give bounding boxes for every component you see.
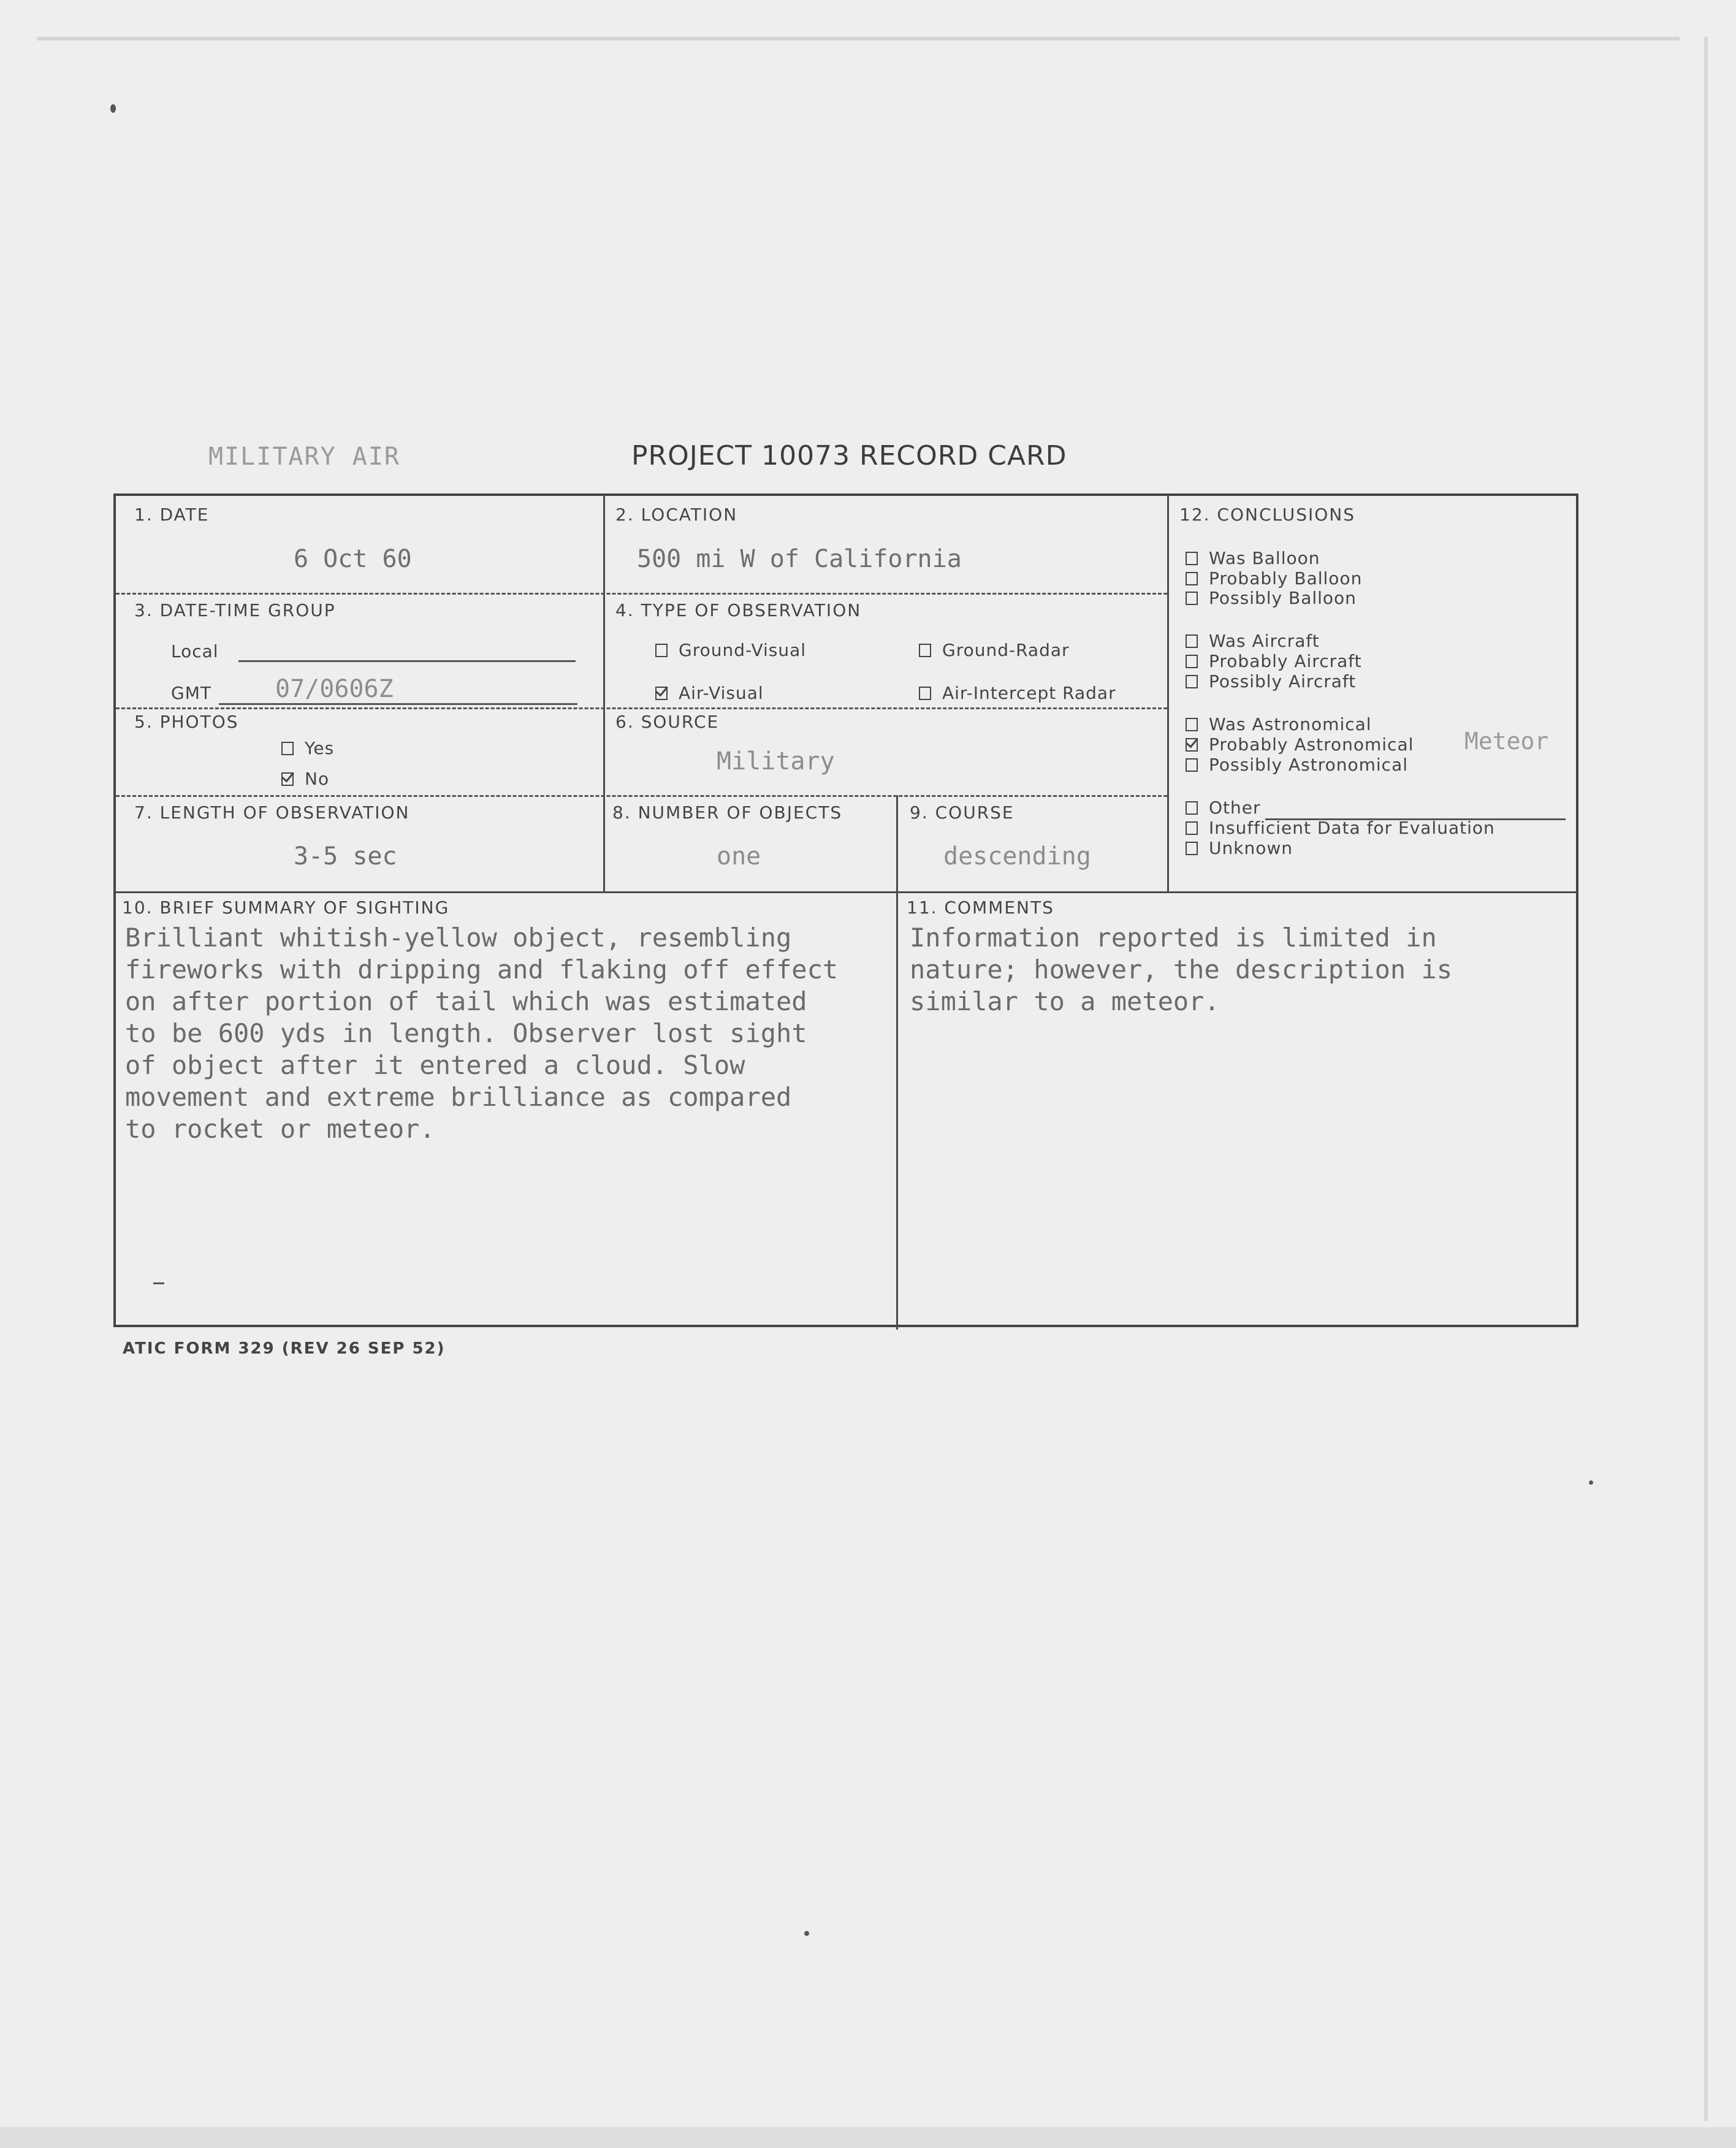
conclusion-option-label: Was Aircraft xyxy=(1209,631,1320,651)
conclusion-option xyxy=(1186,838,1293,858)
checkbox-ground-radar: Ground-Radar xyxy=(919,640,1070,660)
conclusion-option xyxy=(1186,798,1261,818)
length-of-observation-label: 7. LENGTH OF OBSERVATION xyxy=(134,802,410,823)
conclusion-option-label: Was Balloon xyxy=(1209,548,1320,568)
length-of-observation-value: 3-5 sec xyxy=(294,842,397,870)
divider xyxy=(896,795,898,894)
scan-edge xyxy=(1704,37,1708,2121)
comments-line: nature; however, the description is xyxy=(910,954,1453,984)
checkbox-icon xyxy=(919,687,931,700)
checkbox-ground-visual: Ground-Visual xyxy=(655,640,806,660)
divider xyxy=(1167,496,1169,891)
checked-checkbox-icon xyxy=(1186,738,1198,752)
scan-edge xyxy=(37,37,1680,40)
conclusion-option xyxy=(1186,651,1362,671)
checkbox-air-intercept-radar: Air-Intercept Radar xyxy=(919,683,1116,703)
course-value: descending xyxy=(943,842,1091,870)
conclusion-option-label: Possibly Astronomical xyxy=(1209,755,1409,775)
checkbox-icon xyxy=(1186,821,1198,835)
summary-line: to rocket or meteor. xyxy=(125,1114,435,1144)
conclusion-option-label: Was Astronomical xyxy=(1209,714,1372,734)
comments-line: Information reported is limited in xyxy=(910,923,1437,953)
comments-label: 11. COMMENTS xyxy=(907,897,1054,918)
conclusion-option-label: Insufficient Data for Evaluation xyxy=(1209,818,1495,838)
conclusion-option xyxy=(1186,671,1356,691)
scan-speck xyxy=(1589,1480,1593,1485)
conclusion-option xyxy=(1186,631,1320,651)
divider xyxy=(116,593,1167,595)
summary-line: of object after it entered a cloud. Slow xyxy=(125,1050,745,1080)
summary-line: on after portion of tail which was estimated xyxy=(125,986,807,1016)
conclusion-option-label: Possibly Balloon xyxy=(1209,588,1357,608)
conclusion-option xyxy=(1186,818,1495,838)
summary-text xyxy=(125,922,838,1145)
checkbox-photos-yes: Yes xyxy=(281,738,334,758)
checkbox-icon xyxy=(1186,675,1198,688)
conclusion-option xyxy=(1186,548,1320,568)
conclusion-option-label: Probably Aircraft xyxy=(1209,651,1362,671)
conclusion-option xyxy=(1186,714,1372,734)
source-label: 6. SOURCE xyxy=(615,712,720,732)
checkbox-icon xyxy=(1186,655,1198,668)
checked-checkbox-icon xyxy=(655,687,668,700)
divider xyxy=(896,891,898,1330)
scan-speck xyxy=(804,1931,809,1936)
conclusion-option-label: Probably Balloon xyxy=(1209,568,1363,588)
checkbox-icon xyxy=(1186,572,1198,585)
checkbox-icon xyxy=(1186,634,1198,648)
photos-label: 5. PHOTOS xyxy=(134,712,239,732)
summary-line: fireworks with dripping and flaking off effect xyxy=(125,954,839,984)
other-field-line xyxy=(1265,818,1566,820)
checkbox-icon xyxy=(1186,592,1198,605)
conclusion-option-label: Other xyxy=(1209,798,1261,818)
date-value: 6 Oct 60 xyxy=(294,545,412,573)
location-value: 500 mi W of California xyxy=(637,545,962,573)
conclusion-option xyxy=(1186,568,1362,588)
divider xyxy=(116,891,1578,893)
checkbox-icon xyxy=(655,644,668,657)
gmt-value: 07/0606Z xyxy=(275,675,394,703)
conclusion-option xyxy=(1186,588,1357,608)
checkbox-icon xyxy=(1186,718,1198,731)
conclusion-annotation: Meteor xyxy=(1464,728,1549,755)
comments-line: similar to a meteor. xyxy=(910,986,1220,1016)
conclusion-option-label: Possibly Aircraft xyxy=(1209,671,1357,691)
conclusions-label: 12. CONCLUSIONS xyxy=(1179,505,1356,525)
checkbox-icon xyxy=(281,742,294,755)
comments-text xyxy=(910,922,1452,1018)
course-label: 9. COURSE xyxy=(910,802,1015,823)
conclusion-option xyxy=(1186,734,1414,755)
type-of-observation-label: 4. TYPE OF OBSERVATION xyxy=(615,600,862,620)
page-title: PROJECT 10073 RECORD CARD xyxy=(631,440,1067,471)
header-stamp: MILITARY AIR xyxy=(208,443,400,471)
checkbox-photos-no: No xyxy=(281,769,329,789)
form-id: ATIC FORM 329 (REV 26 SEP 52) xyxy=(123,1339,446,1358)
date-label: 1. DATE xyxy=(134,505,210,525)
date-time-group-label: 3. DATE-TIME GROUP xyxy=(134,600,336,620)
location-label: 2. LOCATION xyxy=(615,505,738,525)
number-of-objects-label: 8. NUMBER OF OBJECTS xyxy=(612,802,843,823)
conclusion-option xyxy=(1186,755,1408,775)
gmt-field-line xyxy=(219,703,577,705)
number-of-objects-value: one xyxy=(717,842,761,870)
divider xyxy=(603,496,605,891)
checkbox-icon xyxy=(1186,801,1198,815)
checkbox-icon xyxy=(919,644,931,657)
checkbox-icon xyxy=(1186,552,1198,565)
source-value: Military xyxy=(717,747,835,775)
summary-line: to be 600 yds in length. Observer lost sight xyxy=(125,1018,807,1048)
gmt-label: GMT xyxy=(171,683,211,703)
scan-edge xyxy=(0,2127,1736,2148)
conclusion-option-label: Probably Astronomical xyxy=(1209,734,1414,755)
checked-checkbox-icon xyxy=(281,772,294,786)
record-card xyxy=(113,493,1578,1327)
summary-line: Brilliant whitish-yellow object, resembling xyxy=(125,923,792,953)
checkbox-icon xyxy=(1186,842,1198,855)
summary-label: 10. BRIEF SUMMARY OF SIGHTING xyxy=(122,897,450,918)
local-field-line xyxy=(238,660,576,662)
scan-speck xyxy=(110,104,116,113)
checkbox-icon xyxy=(1186,758,1198,772)
local-label: Local xyxy=(171,641,219,661)
divider xyxy=(116,707,1167,709)
summary-line: movement and extreme brilliance as compared xyxy=(125,1082,792,1112)
checkbox-air-visual: Air-Visual xyxy=(655,683,764,703)
conclusion-option-label: Unknown xyxy=(1209,838,1293,858)
divider xyxy=(116,795,1167,797)
